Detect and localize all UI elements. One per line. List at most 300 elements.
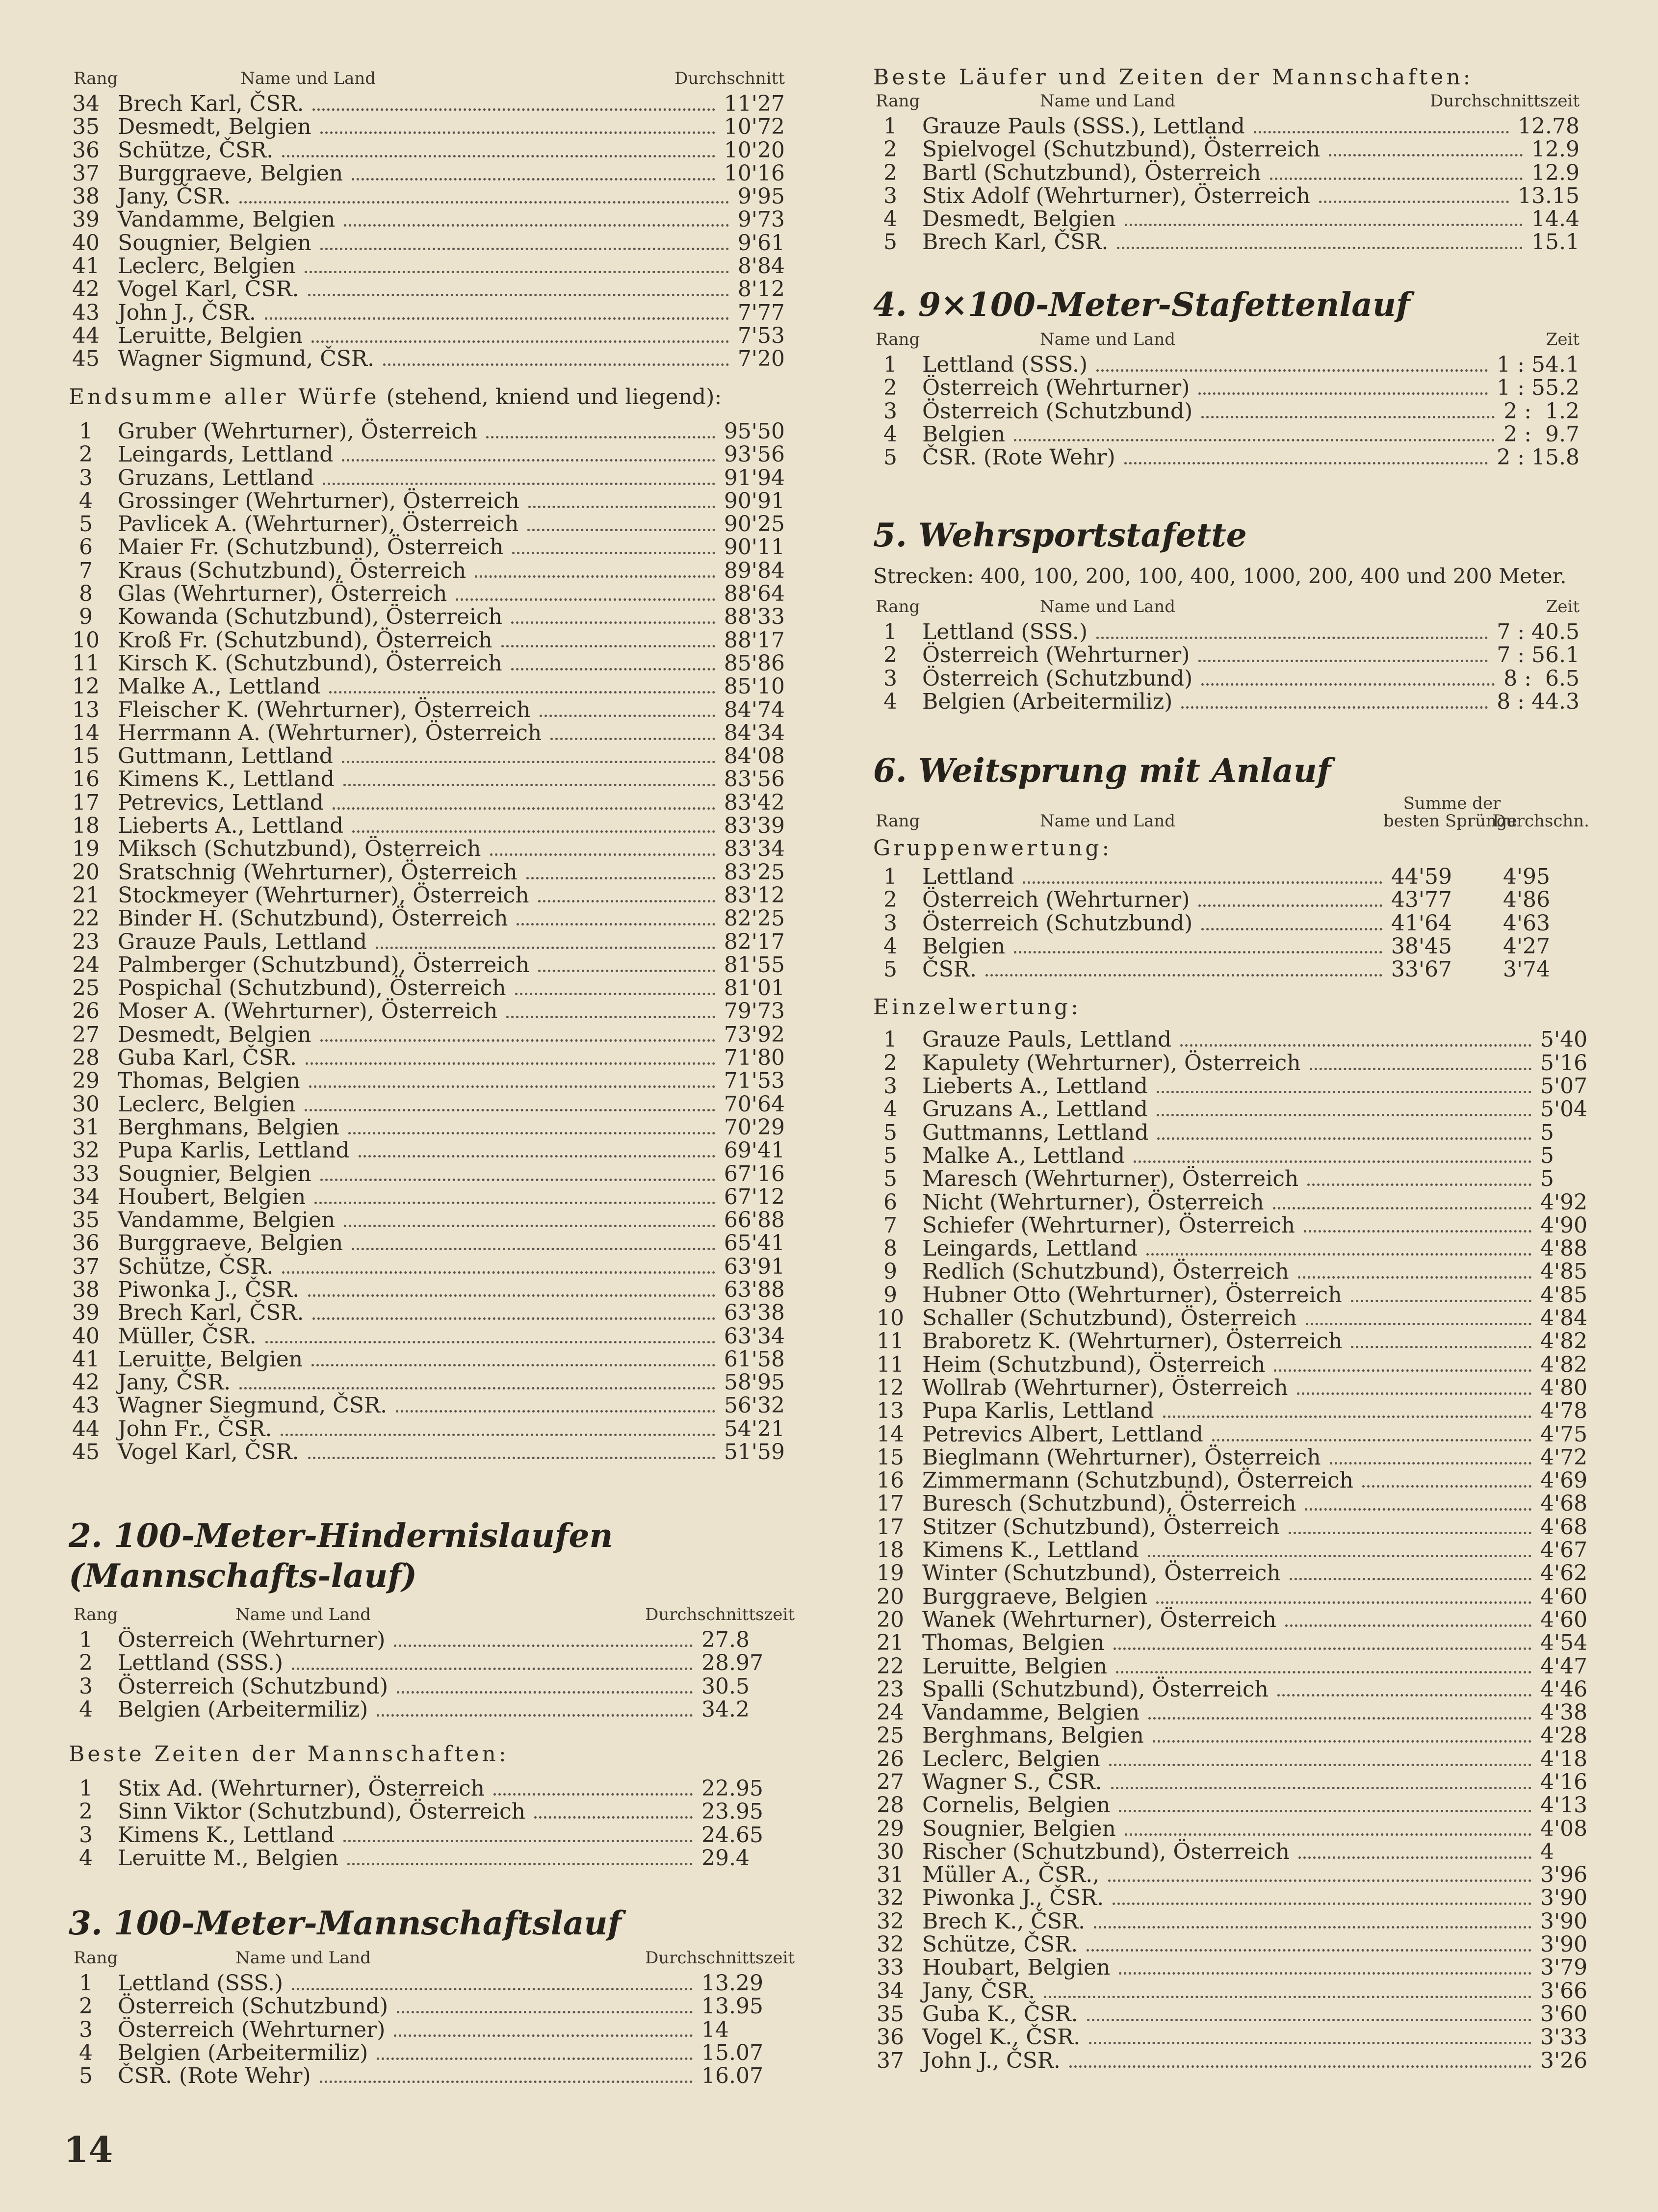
rows bbox=[69, 1972, 804, 2087]
dot-leader bbox=[1198, 904, 1382, 907]
row-rank: 4 bbox=[79, 1697, 93, 1722]
row-rank: 2 bbox=[883, 375, 897, 401]
table-row bbox=[873, 620, 1580, 643]
row-name: Moser A. (Wehrturner), Österreich bbox=[118, 999, 498, 1024]
row-rank: 38 bbox=[72, 184, 100, 209]
row-rank: 38 bbox=[72, 1277, 100, 1302]
row-rank: 11 bbox=[72, 650, 100, 676]
row-value: 5'04 bbox=[1540, 1097, 1588, 1122]
row-rank: 5 bbox=[883, 445, 897, 470]
table-row bbox=[69, 139, 804, 162]
row-rank: 5 bbox=[883, 1120, 897, 1145]
row-value: 4'92 bbox=[1540, 1189, 1588, 1215]
row-value: 83'39 bbox=[724, 813, 785, 839]
row-name: Jany, ČSR. bbox=[922, 1978, 1036, 2004]
row-value: 4'68 bbox=[1540, 1514, 1588, 1540]
table-row bbox=[873, 1908, 1588, 1934]
dot-leader bbox=[1180, 1044, 1531, 1047]
row-value: 4'08 bbox=[1540, 1816, 1588, 1841]
row-rank: 5 bbox=[883, 957, 897, 982]
row-name: Braboretz K. (Wehrturner), Österreich bbox=[922, 1329, 1343, 1354]
row-name: Lettland (SSS.) bbox=[118, 1650, 284, 1676]
table-row bbox=[69, 1000, 804, 1023]
table-row bbox=[69, 513, 804, 536]
row-value: 4'46 bbox=[1540, 1676, 1588, 1702]
dot-leader bbox=[305, 271, 729, 273]
table-row bbox=[69, 559, 804, 582]
row-value: 4'75 bbox=[1540, 1421, 1588, 1447]
row-rank: 8 bbox=[883, 1236, 897, 1261]
row-name: Leclerc, Belgien bbox=[118, 1091, 296, 1117]
row-rank: 10 bbox=[877, 1306, 904, 1331]
row-rank: 1 bbox=[883, 619, 897, 644]
row-name: ČSR. (Rote Wehr) bbox=[118, 2063, 311, 2089]
row-value: 81'01 bbox=[724, 976, 785, 1001]
row-value: 58'95 bbox=[724, 1370, 785, 1395]
row-name: Grauze Pauls, Lettland bbox=[922, 1027, 1172, 1053]
dot-leader bbox=[320, 131, 715, 134]
dot-leader bbox=[309, 1085, 715, 1088]
row-rank: 27 bbox=[72, 1022, 100, 1047]
row-name: Österreich (Schutzbund) bbox=[118, 1673, 389, 1699]
dot-leader bbox=[265, 1341, 715, 1343]
row-average: 4'95 bbox=[1503, 864, 1550, 889]
row-value: 70'29 bbox=[724, 1114, 785, 1140]
row-name: Piwonka J., ČSR. bbox=[922, 1885, 1104, 1911]
table-row bbox=[69, 1278, 804, 1301]
table-row bbox=[69, 1417, 804, 1440]
dot-leader bbox=[308, 1457, 715, 1459]
table-row bbox=[69, 92, 804, 115]
row-value: 8 : 6.5 bbox=[1503, 666, 1580, 691]
row-name: Burggraeve, Belgien bbox=[118, 160, 343, 186]
row-name: Jany, ČSR. bbox=[118, 184, 231, 209]
row-rank: 34 bbox=[72, 1184, 100, 1209]
dot-leader bbox=[1198, 660, 1488, 662]
row-name: Gruzans A., Lettland bbox=[922, 1097, 1148, 1122]
row-name: Leruitte M., Belgien bbox=[118, 1846, 339, 1871]
dot-leader bbox=[377, 1714, 693, 1717]
row-rank: 5 bbox=[883, 1166, 897, 1192]
row-name: Binder H. (Schutzbund), Österreich bbox=[118, 906, 508, 931]
row-value: 4'69 bbox=[1540, 1468, 1588, 1493]
header-sum-line2: besten Sprünge bbox=[1383, 811, 1517, 831]
row-name: Belgien bbox=[922, 421, 1006, 447]
row-rank: 29 bbox=[877, 1816, 904, 1841]
row-rank: 1 bbox=[883, 864, 897, 889]
section-title: 6. Weitsprung mit Anlauf bbox=[873, 751, 1331, 790]
table-row bbox=[69, 1777, 804, 1800]
table-row bbox=[69, 466, 804, 489]
row-value: 5 bbox=[1540, 1166, 1554, 1192]
row-rank: 16 bbox=[72, 767, 100, 792]
row-name: Desmedt, Belgien bbox=[118, 1022, 311, 1047]
table-row bbox=[69, 420, 804, 443]
dot-leader bbox=[1310, 1068, 1531, 1070]
row-name: Glas (Wehrturner), Österreich bbox=[118, 581, 447, 607]
dot-leader bbox=[394, 2034, 693, 2037]
row-value: 3'66 bbox=[1540, 1978, 1588, 2004]
row-name: Vandamme, Belgien bbox=[118, 1208, 336, 1233]
row-value: 4 bbox=[1540, 1839, 1554, 1864]
rows bbox=[69, 1777, 804, 1870]
dot-leader bbox=[501, 645, 715, 647]
dot-leader bbox=[456, 598, 715, 601]
row-sum: 41'64 bbox=[1391, 910, 1452, 936]
table-row bbox=[873, 1189, 1588, 1215]
row-value: 3'33 bbox=[1540, 2025, 1588, 2050]
row-rank: 2 bbox=[883, 160, 897, 185]
table-row bbox=[873, 376, 1580, 399]
table-row bbox=[69, 1972, 804, 1995]
row-rank: 44 bbox=[72, 323, 100, 348]
table-row bbox=[873, 1700, 1588, 1725]
table-row bbox=[69, 1325, 804, 1348]
dot-leader bbox=[1014, 439, 1495, 441]
row-rank: 8 bbox=[79, 581, 93, 607]
table-row bbox=[873, 1723, 1588, 1749]
row-rank: 9 bbox=[883, 1259, 897, 1285]
row-value: 4'84 bbox=[1540, 1306, 1588, 1331]
row-name: Vogel Karl, ČSR. bbox=[118, 1440, 299, 1465]
dot-leader bbox=[282, 1271, 715, 1274]
row-name: John Fr., ČSR. bbox=[118, 1416, 272, 1441]
dot-leader bbox=[1306, 1323, 1531, 1325]
section-title: 5. Wehrsportstafette bbox=[873, 516, 1247, 554]
row-rank: 4 bbox=[883, 206, 897, 232]
row-rank: 1 bbox=[79, 1627, 93, 1652]
row-rank: 4 bbox=[883, 1097, 897, 1122]
header-average: Durchschnittszeit bbox=[645, 1948, 795, 1968]
dot-leader bbox=[540, 715, 715, 717]
dot-leader bbox=[1270, 178, 1523, 180]
row-name: Brech Karl, ČSR. bbox=[118, 91, 304, 116]
row-name: Lettland (SSS.) bbox=[922, 619, 1088, 644]
row-name: Wagner S., ČSR. bbox=[922, 1769, 1102, 1795]
row-name: Herrmann A. (Wehrturner), Österreich bbox=[118, 720, 542, 746]
table-row bbox=[873, 888, 1580, 911]
row-value: 4'82 bbox=[1540, 1352, 1588, 1377]
row-value: 16.07 bbox=[701, 2063, 763, 2089]
table-row bbox=[69, 1394, 804, 1417]
row-rank: 30 bbox=[877, 1839, 904, 1864]
dot-leader bbox=[1285, 1624, 1531, 1627]
table-row bbox=[69, 698, 804, 721]
row-rank: 34 bbox=[72, 91, 100, 116]
table-row bbox=[69, 278, 804, 301]
row-rank: 2 bbox=[883, 137, 897, 162]
row-rank: 26 bbox=[877, 1746, 904, 1772]
row-rank: 29 bbox=[72, 1068, 100, 1094]
row-name: Guttmanns, Lettland bbox=[922, 1120, 1149, 1145]
row-value: 61'58 bbox=[724, 1346, 785, 1372]
table-row bbox=[873, 1793, 1588, 1818]
dot-leader bbox=[239, 1387, 715, 1389]
section-4 bbox=[873, 284, 1580, 469]
row-value: 4'78 bbox=[1540, 1398, 1588, 1424]
row-name: Desmedt, Belgien bbox=[118, 114, 311, 140]
row-name: Burggraeve, Belgien bbox=[922, 1584, 1148, 1609]
dot-leader bbox=[1089, 2042, 1531, 2044]
table-row bbox=[69, 1651, 804, 1674]
row-value: 7'53 bbox=[737, 323, 785, 348]
dot-leader bbox=[526, 877, 715, 879]
dot-leader bbox=[1108, 1879, 1531, 1882]
row-name: Österreich (Schutzbund) bbox=[922, 910, 1193, 936]
row-rank: 32 bbox=[877, 1932, 904, 1957]
row-value: 5'16 bbox=[1540, 1050, 1588, 1076]
row-name: Zimmermann (Schutzbund), Österreich bbox=[922, 1468, 1353, 1493]
dot-leader bbox=[1290, 1578, 1531, 1580]
dot-leader bbox=[1069, 2065, 1531, 2068]
table-row bbox=[873, 2048, 1588, 2073]
dot-leader bbox=[550, 738, 715, 740]
row-name: Leruitte, Belgien bbox=[922, 1653, 1108, 1679]
row-value: 4'62 bbox=[1540, 1561, 1588, 1586]
table-row bbox=[873, 1468, 1588, 1493]
row-value: 3'90 bbox=[1540, 1908, 1588, 1934]
row-name: Redlich (Schutzbund), Österreich bbox=[922, 1259, 1289, 1285]
row-name: Gruber (Wehrturner), Österreich bbox=[118, 419, 478, 444]
header-name: Name und Land bbox=[235, 1948, 371, 1968]
row-value: 56'32 bbox=[724, 1393, 785, 1418]
row-rank: 1 bbox=[79, 1971, 93, 1996]
shooting-total-table bbox=[69, 384, 804, 1464]
table-row bbox=[69, 1232, 804, 1255]
table-row bbox=[69, 1301, 804, 1324]
row-value: 30.5 bbox=[701, 1673, 750, 1699]
row-name: Gruzans, Lettland bbox=[118, 465, 314, 490]
table-row bbox=[69, 1824, 804, 1847]
row-rank: 3 bbox=[883, 910, 897, 936]
row-name: Rischer (Schutzbund), Österreich bbox=[922, 1839, 1290, 1864]
dot-leader bbox=[527, 529, 715, 531]
row-value: 67'16 bbox=[724, 1161, 785, 1186]
table-row bbox=[873, 1027, 1588, 1053]
row-value: 73'92 bbox=[724, 1022, 785, 1047]
row-name: Lieberts A., Lettland bbox=[118, 813, 343, 839]
row-value: 10'20 bbox=[724, 137, 785, 163]
table-row bbox=[69, 208, 804, 231]
row-name: Pavlicek A. (Wehrturner), Österreich bbox=[118, 512, 519, 537]
row-rank: 3 bbox=[883, 666, 897, 691]
row-rank: 3 bbox=[883, 398, 897, 424]
dot-leader bbox=[1014, 951, 1382, 953]
table-row bbox=[873, 1932, 1588, 1957]
table-row bbox=[873, 1444, 1588, 1470]
dot-leader bbox=[1289, 1532, 1531, 1534]
dot-leader bbox=[397, 1691, 693, 1694]
row-rank: 32 bbox=[72, 1138, 100, 1163]
row-value: 10'72 bbox=[724, 114, 785, 140]
table-row bbox=[69, 1371, 804, 1394]
table-row bbox=[69, 324, 804, 347]
row-name: Petrevics, Lettland bbox=[118, 790, 324, 815]
row-name: Pospichal (Schutzbund), Österreich bbox=[118, 976, 506, 1001]
row-rank: 3 bbox=[79, 1673, 93, 1699]
row-value: 12.78 bbox=[1518, 114, 1580, 139]
row-name: Maresch (Wehrturner), Österreich bbox=[922, 1166, 1299, 1192]
header-rank: Rang bbox=[876, 597, 920, 617]
row-rank: 3 bbox=[79, 2017, 93, 2042]
table-row bbox=[69, 1628, 804, 1651]
dot-leader bbox=[493, 1793, 693, 1796]
row-value: 4'85 bbox=[1540, 1259, 1588, 1285]
dot-leader bbox=[1023, 881, 1382, 884]
table-row bbox=[873, 1329, 1588, 1354]
row-name: Thomas, Belgien bbox=[118, 1068, 300, 1094]
dot-leader bbox=[308, 1294, 715, 1297]
dot-leader bbox=[1119, 1972, 1531, 1975]
row-value: 88'17 bbox=[724, 627, 785, 653]
row-value: 8'12 bbox=[737, 277, 785, 302]
row-value: 83'42 bbox=[724, 790, 785, 815]
table-row bbox=[69, 1093, 804, 1116]
table-row bbox=[873, 1097, 1588, 1122]
row-name: Leruitte, Belgien bbox=[118, 323, 303, 348]
table-row bbox=[69, 231, 804, 255]
row-value: 83'56 bbox=[724, 767, 785, 792]
dot-leader bbox=[333, 807, 715, 810]
table-row bbox=[69, 652, 804, 675]
row-rank: 41 bbox=[72, 1346, 100, 1372]
table-row bbox=[873, 1538, 1588, 1563]
rows bbox=[69, 420, 804, 1464]
row-value: 4'72 bbox=[1540, 1444, 1588, 1470]
table-row bbox=[873, 115, 1580, 138]
table-row bbox=[873, 1074, 1588, 1099]
row-name: Österreich (Wehrturner) bbox=[118, 1627, 386, 1652]
row-name: Wanek (Wehrturner), Österreich bbox=[922, 1607, 1277, 1632]
header-average: Durchschnittszeit bbox=[1430, 91, 1580, 111]
table-row bbox=[873, 912, 1580, 935]
dot-leader bbox=[314, 1202, 715, 1204]
table-row bbox=[69, 347, 804, 370]
dot-leader bbox=[1044, 1996, 1531, 1998]
dot-leader bbox=[1125, 224, 1523, 226]
table-row bbox=[873, 161, 1580, 184]
dot-leader bbox=[1201, 683, 1495, 686]
row-rank: 37 bbox=[877, 2048, 904, 2073]
row-rank: 15 bbox=[72, 744, 100, 769]
table-header bbox=[873, 330, 1580, 353]
row-rank: 3 bbox=[883, 183, 897, 208]
row-value: 91'94 bbox=[724, 465, 785, 490]
row-rank: 18 bbox=[72, 813, 100, 839]
row-rank: 43 bbox=[72, 1393, 100, 1418]
row-value: 4'82 bbox=[1540, 1329, 1588, 1354]
header-name: Name und Land bbox=[1040, 811, 1176, 831]
dot-leader bbox=[1201, 928, 1382, 930]
row-value: 85'86 bbox=[724, 650, 785, 676]
row-rank: 28 bbox=[877, 1793, 904, 1818]
dot-leader bbox=[1305, 1508, 1531, 1511]
row-rank: 39 bbox=[72, 207, 100, 232]
table-row bbox=[873, 1607, 1588, 1632]
table-row bbox=[69, 1023, 804, 1046]
row-name: Grossinger (Wehrturner), Österreich bbox=[118, 488, 519, 514]
row-name: Buresch (Schutzbund), Österreich bbox=[922, 1491, 1296, 1517]
dot-leader bbox=[1277, 1694, 1531, 1697]
section-5 bbox=[873, 515, 1580, 713]
row-name: Vandamme, Belgien bbox=[118, 207, 336, 232]
section-title: 4. 9×100-Meter-Stafettenlauf bbox=[873, 285, 1410, 324]
row-name: Wagner Sigmund, ČSR. bbox=[118, 346, 375, 372]
row-value: 28.97 bbox=[701, 1650, 763, 1676]
subheading-single: Einzelwertung: bbox=[873, 995, 1081, 1020]
dot-leader bbox=[1298, 1276, 1531, 1279]
row-rank: 1 bbox=[883, 114, 897, 139]
table-row bbox=[873, 1885, 1588, 1911]
row-rank: 36 bbox=[72, 137, 100, 163]
row-value: 83'12 bbox=[724, 882, 785, 908]
row-value: 71'53 bbox=[724, 1068, 785, 1094]
row-value: 27.8 bbox=[701, 1627, 750, 1652]
row-value: 1 : 55.2 bbox=[1497, 375, 1580, 401]
table-row bbox=[873, 1167, 1580, 1190]
header-name: Name und Land bbox=[235, 1605, 371, 1624]
table-row bbox=[873, 1375, 1588, 1400]
row-name: Brech Karl, ČSR. bbox=[118, 1300, 304, 1326]
dot-leader bbox=[1134, 1160, 1531, 1163]
row-rank: 42 bbox=[72, 1370, 100, 1395]
row-value: 4'60 bbox=[1540, 1607, 1588, 1632]
table-row bbox=[69, 1139, 804, 1162]
dot-leader bbox=[1087, 2019, 1531, 2021]
row-value: 63'88 bbox=[724, 1277, 785, 1302]
table-row bbox=[873, 1306, 1588, 1331]
row-name: Österreich (Wehrturner) bbox=[922, 643, 1190, 668]
dot-leader bbox=[1157, 1114, 1531, 1116]
header-time: Zeit bbox=[1546, 597, 1580, 617]
dot-leader bbox=[347, 1863, 693, 1865]
dot-leader bbox=[486, 436, 715, 438]
row-average: 3'74 bbox=[1503, 957, 1550, 982]
table-row bbox=[69, 2041, 804, 2064]
row-rank: 2 bbox=[79, 1650, 93, 1676]
table-row bbox=[873, 690, 1580, 713]
dot-leader bbox=[1201, 416, 1495, 418]
dot-leader bbox=[344, 1225, 715, 1227]
row-value: 63'91 bbox=[724, 1254, 785, 1279]
row-rank: 11 bbox=[877, 1352, 904, 1377]
table-row bbox=[873, 1769, 1588, 1795]
table-row bbox=[69, 605, 804, 628]
row-rank: 5 bbox=[883, 230, 897, 255]
row-value: 13.15 bbox=[1518, 183, 1580, 208]
table-row bbox=[873, 1676, 1588, 1702]
table-header bbox=[69, 1948, 804, 1972]
row-rank: 7 bbox=[883, 1212, 897, 1238]
table-row bbox=[69, 185, 804, 208]
table-header bbox=[873, 794, 1589, 835]
dot-leader bbox=[512, 552, 715, 554]
row-name: Lettland (SSS.) bbox=[118, 1971, 284, 1996]
dot-leader bbox=[538, 900, 715, 902]
row-value: 90'25 bbox=[724, 512, 785, 537]
row-name: ČSR. (Rote Wehr) bbox=[922, 445, 1115, 470]
row-name: Heim (Schutzbund), Österreich bbox=[922, 1352, 1266, 1377]
row-rank: 37 bbox=[72, 1254, 100, 1279]
table-row bbox=[69, 629, 804, 652]
row-name: Lettland (SSS.) bbox=[922, 352, 1088, 377]
row-rank: 3 bbox=[79, 465, 93, 490]
table-row bbox=[873, 138, 1580, 161]
row-name: Petrevics Albert, Lettland bbox=[922, 1421, 1203, 1447]
row-rank: 35 bbox=[72, 114, 100, 140]
table-row bbox=[69, 837, 804, 860]
row-name: Österreich (Schutzbund) bbox=[922, 666, 1193, 691]
